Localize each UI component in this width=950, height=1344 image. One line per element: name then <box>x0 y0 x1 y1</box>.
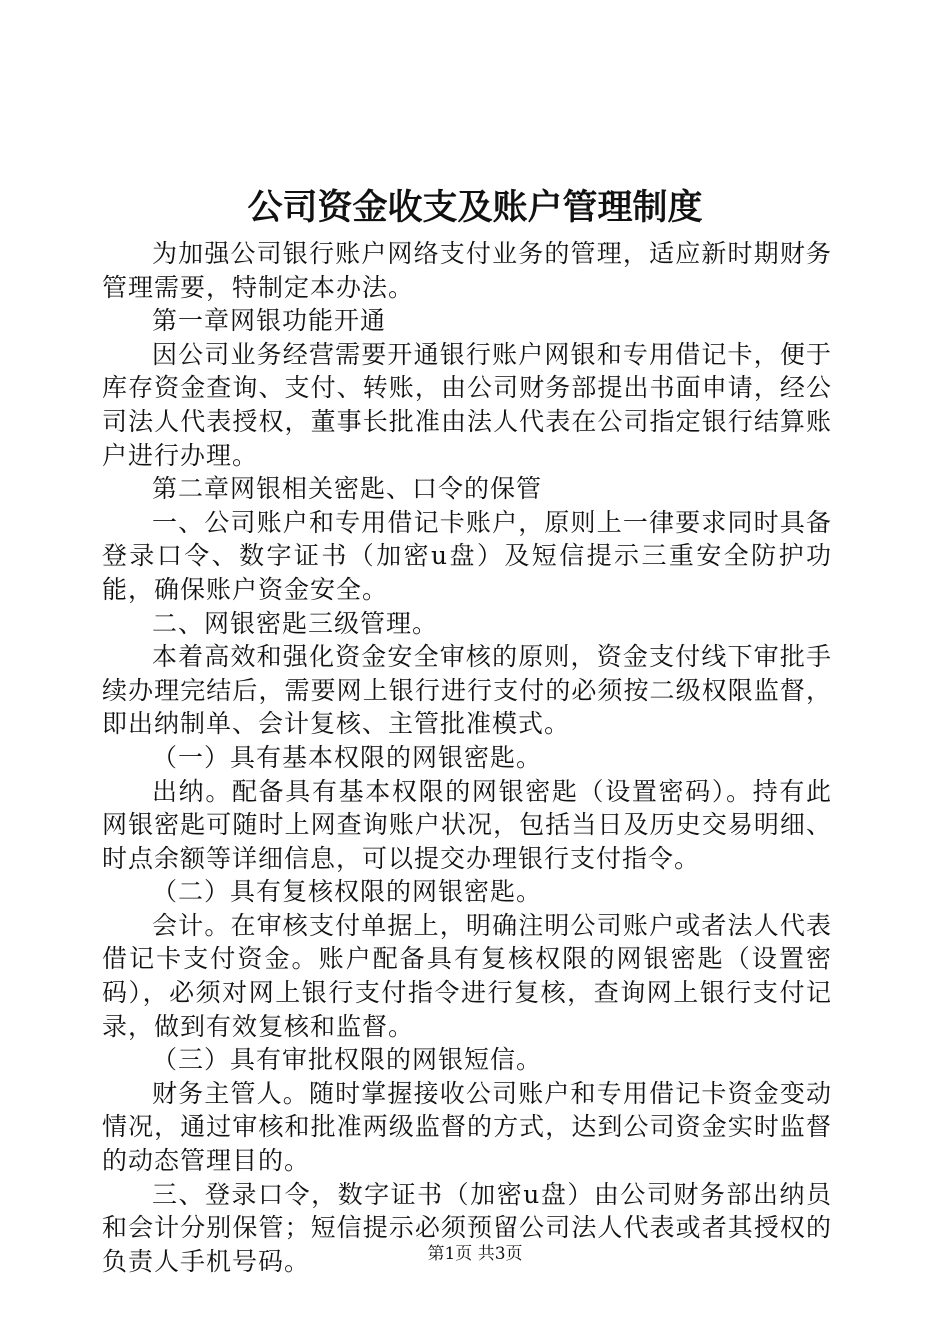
chapter-2-heading: 第二章网银相关密匙、口令的保管 <box>152 474 543 504</box>
page-footer: 第1页 共3页 <box>427 1244 523 1264</box>
paragraph-intro: 为加强公司银行账户网络支付业务的管理，适应新时期财务管理需要，特制定本办法。 <box>102 239 832 302</box>
chapter-1-heading: 第一章网银功能开通 <box>152 306 387 336</box>
paragraph: 财务主管人。随时掌握接收公司账户和专用借记卡资金变动情况，通过审核和批准两级监督的方式，达到公司资金实时监督的动态管理目的。 <box>102 1078 832 1176</box>
paragraph: 出纳。配备具有基本权限的网银密匙（设置密码）。持有此网银密匙可随时上网查询账户状况，包括当日及历史交易明细、时点余额等详细信息，可以提交办理银行支付指令。 <box>102 776 832 873</box>
section-heading: 二、网银密匙三级管理。 <box>152 608 439 638</box>
subsection-heading: （三）具有审批权限的网银短信。 <box>152 1045 543 1075</box>
paragraph: 因公司业务经营需要开通银行账户网银和专用借记卡，便于库存资金查询、支付、转账，由公司财务部提出书面申请，经公司法人代表授权，董事长批准由法人代表在公司指定银行结算账户进行办理。 <box>102 339 832 470</box>
document-title: 公司资金收支及账户管理制度 <box>247 187 703 228</box>
paragraph: 本着高效和强化资金安全审核的原则，资金支付线下审批手续办理完结后，需要网上银行进行支付的必须按二级权限监督，即出纳制单、会计复核、主管批准模式。 <box>102 642 832 739</box>
paragraph: 三、登录口令，数字证书（加密u盘）由公司财务部出纳员和会计分别保管；短信提示必须预留公司法人代表或者其授权的负责人手机号码。 <box>102 1179 832 1276</box>
paragraph: 一、公司账户和专用借记卡账户，原则上一律要求同时具备登录口令、数字证书（加密u盘）及短信提示三重安全防护功能，确保账户资金安全。 <box>102 507 832 604</box>
subsection-heading: （二）具有复核权限的网银密匙。 <box>152 877 543 907</box>
paragraph: 会计。在审核支付单据上，明确注明公司账户或者法人代表借记卡支付资金。账户配备具有复核权限的网银密匙（设置密码），必须对网上银行支付指令进行复核，查询网上银行支付记录，做到有效复核和监督。 <box>102 910 832 1041</box>
subsection-heading: （一）具有基本权限的网银密匙。 <box>152 742 543 772</box>
document-body <box>102 237 832 1278</box>
